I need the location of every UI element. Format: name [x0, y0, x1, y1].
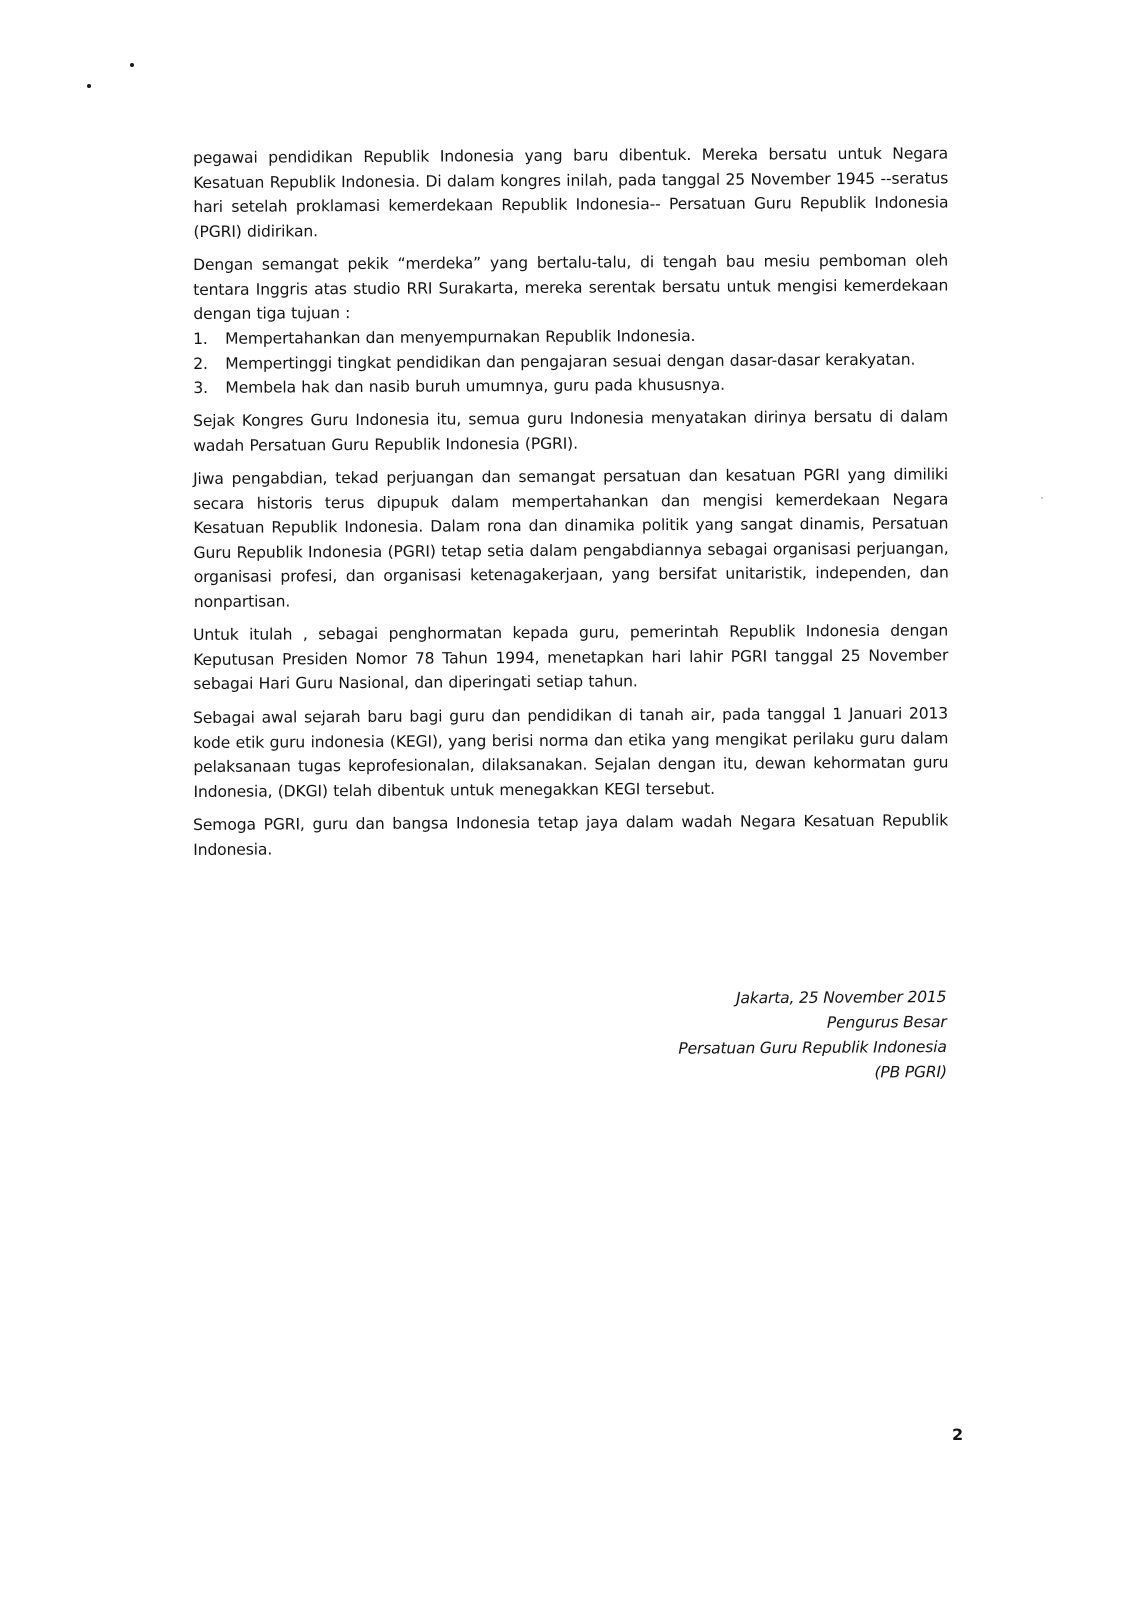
signature-block	[678, 985, 947, 1087]
paragraph-closing: Semoga PGRI, guru dan bangsa Indonesia tetap jaya dalam wadah Negara Kesatuan Republik Indonesia.	[193, 810, 949, 858]
paragraph-pgri-founding: pegawai pendidikan Republik Indonesia yang baru dibentuk. Mereka bersatu untuk Negara Kesatuan Republik Indonesia. Di dalam kongres inilah, pada tanggal 25 November 1945 --seratus hari setelah proklamasi kemerdekaan Republik Indonesia-- Persatuan Guru Republik Indonesia (PGRI) didirikan.	[193, 144, 949, 241]
paragraph-hari-guru: Untuk itulah , sebagai penghormatan kepada guru, pemerintah Republik Indonesia dengan Keputusan Presiden Nomor 78 Tahun 1994, menetapkan hari lahir PGRI tanggal 25 November sebagai Hari Guru Nasional, dan diperingati setiap tahun.	[193, 621, 949, 693]
page-number: 2	[952, 1425, 964, 1444]
paragraph-merdeka-spirit: Dengan semangat pekik “merdeka” yang bertalu-talu, di tengah bau mesiu pemboman oleh tentara Inggris atas studio RRI Surakarta, mereka serentak bersatu untuk mengisi kemerdekaan dengan tiga tujuan :	[193, 251, 949, 323]
scan-speck	[130, 63, 134, 67]
goals-list	[193, 322, 948, 400]
paragraph-kegi: Sebagai awal sejarah baru bagi guru dan pendidikan di tanah air, pada tanggal 1 Januari 2013 kode etik guru indonesia (KEGI), yang berisi norma dan etika yang mengikat perilaku guru dalam pelaksanaan tugas keprofesionalan, dilaksanakan. Sejalan dengan itu, dewan kehormatan guru Indonesia, (DKGI) telah dibentuk untuk menegakkan KEGI tersebut.	[193, 703, 949, 800]
document-body	[193, 146, 948, 871]
paragraph-kongres-guru: Sejak Kongres Guru Indonesia itu, semua guru Indonesia menyatakan dirinya bersatu di dalam wadah Persatuan Guru Republik Indonesia (PGRI).	[193, 407, 949, 455]
signature-line-2: Persatuan Guru Republik Indonesia	[678, 1037, 947, 1058]
list-item	[193, 371, 948, 400]
list-number: 1.	[193, 329, 208, 348]
list-text: Membela hak dan nasib buruh umumnya, guru pada khususnya.	[225, 375, 726, 397]
list-number: 2.	[193, 353, 208, 372]
signature-place-date: Jakarta, 25 November 2015	[735, 987, 947, 1008]
scan-speck	[1041, 497, 1043, 499]
signature-line-1: Pengurus Besar	[826, 1012, 947, 1032]
list-text: Mempertinggi tingkat pendidikan dan pengajaran sesuai dengan dasar-dasar kerakyatan.	[225, 349, 916, 372]
paragraph-jiwa-pengabdian: Jiwa pengabdian, tekad perjuangan dan semangat persatuan dan kesatuan PGRI yang dimiliki secara historis terus dipupuk dalam mempertahankan dan mengisi kemerdekaan Negara Kesatuan Republik Indonesia. Dalam rona dan dinamika politik yang sangat dinamis, Persatuan Guru Republik Indonesia (PGRI) tetap setia dalam pengabdiannya sebagai organisasi perjuangan, organisasi profesi, dan organisasi ketenagakerjaan, yang bersifat unitaristik, independen, dan nonpartisan.	[193, 465, 949, 611]
list-number: 3.	[193, 378, 209, 397]
signature-line-3: (PB PGRI)	[874, 1062, 947, 1082]
list-text: Mempertahankan dan menyempurnakan Republik Indonesia.	[225, 326, 696, 348]
scan-speck	[87, 84, 91, 88]
